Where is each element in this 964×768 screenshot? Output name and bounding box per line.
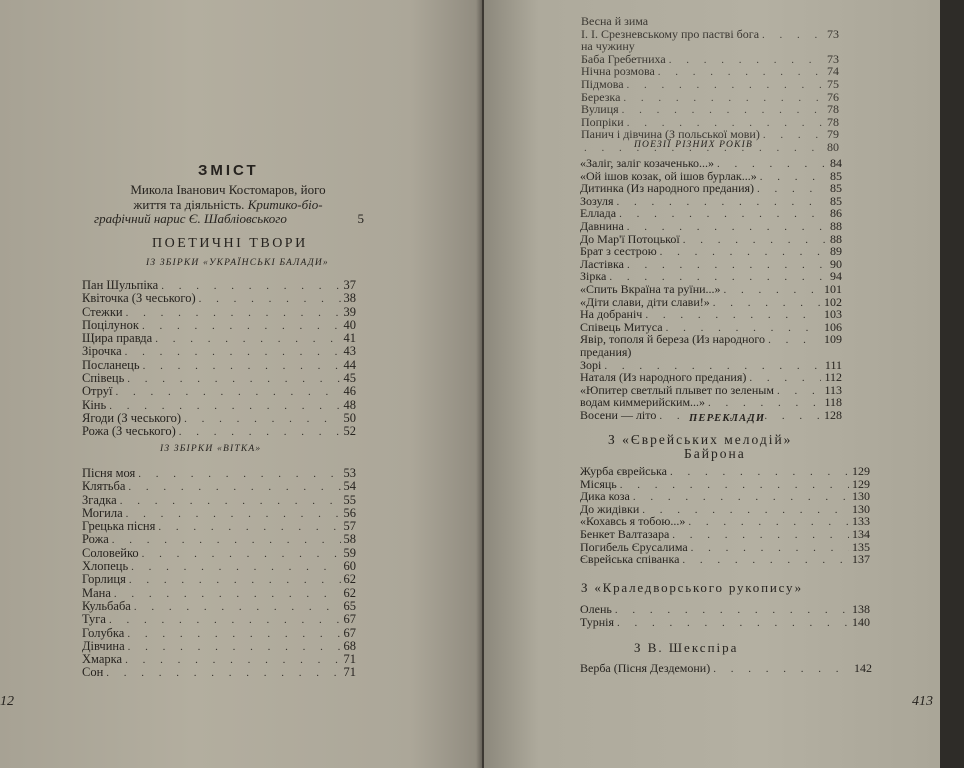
leader-dots: [777, 385, 822, 398]
toc-entry: [580, 157, 842, 170]
toc-entry-page: 65: [343, 598, 356, 613]
group-title-ukrainian-ballads: ІЗ ЗБІРКИ «УКРАЇНСЬКІ БАЛАДИ»: [146, 258, 329, 268]
toc-entry-page: 74: [827, 64, 839, 79]
intro-page-number: 5: [357, 211, 364, 226]
toc-entry-page: 78: [827, 114, 839, 129]
toc-entry: [580, 346, 842, 359]
toc-entry: [580, 182, 842, 195]
toc-entry: [581, 40, 839, 53]
toc-entry-page: 57: [343, 519, 356, 534]
toc-entry-page: 106: [824, 319, 842, 334]
toc-entry: [581, 78, 839, 91]
toc-entry-page: 129: [852, 464, 870, 478]
toc-entry-title: Співець: [82, 371, 125, 386]
leader-dots: [125, 654, 340, 667]
toc-entry: [580, 371, 842, 384]
toc-entry: [82, 372, 356, 385]
toc-entry-title: До жидівки: [580, 501, 640, 516]
toc-entry-page: 84: [830, 156, 842, 170]
toc-entry-title: Баба Гребетниха: [581, 51, 666, 66]
toc-entry: [82, 666, 356, 679]
page-number-left: 12: [0, 694, 14, 709]
intro-line-2: життя та діяльність. Критико-біо-: [133, 196, 323, 212]
toc-entry-title: Підмова: [581, 76, 624, 91]
toc-list-various-years: [580, 157, 842, 421]
leader-dots: [672, 529, 849, 542]
toc-entry: [82, 306, 356, 319]
toc-entry-page: 73: [827, 51, 839, 66]
toc-entry-title: Грецька пісня: [82, 519, 156, 534]
leader-dots: [760, 171, 827, 184]
leader-dots: [142, 548, 341, 561]
byron-title-line-2: Байрона: [684, 446, 746, 461]
toc-entry-page: 113: [824, 382, 842, 397]
toc-entry-page: 46: [343, 384, 356, 399]
toc-entry: [580, 490, 870, 503]
intro-line-3: графічний нарис Є. Шабліовського: [94, 211, 287, 226]
toc-entry-title: Зірочка: [82, 344, 122, 359]
leader-dots: [623, 92, 824, 105]
leader-dots: [713, 663, 851, 676]
intro-line-1: Микола Іванович Костомаров, його: [130, 182, 326, 197]
toc-entry-page: 85: [830, 193, 842, 208]
group-title-various-years: ПОЕЗІЇ РІЗНИХ РОКІВ: [634, 140, 753, 150]
toc-entry-title: Зірка: [580, 269, 607, 284]
toc-entry-page: 130: [852, 489, 870, 504]
toc-entry-page: 50: [343, 410, 356, 425]
leader-dots: [688, 516, 849, 529]
leader-dots: [645, 309, 821, 322]
toc-entry-title: Соловейко: [82, 545, 139, 560]
toc-entry-page: 90: [830, 256, 842, 271]
toc-entry: [580, 220, 842, 233]
toc-entry: [82, 359, 356, 372]
toc-list-ukrainian-ballads: [82, 279, 356, 439]
toc-entry: [82, 332, 356, 345]
intro-entry: [92, 183, 364, 227]
toc-entry-title: Ягоди (З чеського): [82, 410, 182, 425]
toc-entry-title: Стежки: [82, 304, 123, 319]
toc-entry: [580, 553, 870, 566]
leader-dots: [143, 360, 341, 373]
byron-title-line-1: З «Єврейських мелодій»: [608, 432, 793, 447]
toc-list-kraledvor: [580, 603, 870, 628]
toc-entry-title: Посланець: [82, 357, 140, 372]
leader-dots: [184, 413, 340, 426]
leader-dots: [127, 373, 340, 386]
toc-entry-title: Дика коза: [580, 489, 630, 504]
toc-entry: [82, 412, 356, 425]
toc-entry-page: 43: [343, 344, 356, 359]
contents-title: ЗМІСТ: [198, 162, 259, 179]
toc-entry-page: 71: [343, 652, 356, 667]
toc-entry-page: 62: [343, 585, 356, 600]
group-title-vitka: ІЗ ЗБІРКИ «ВІТКА»: [160, 444, 262, 454]
toc-entry-title: Єврейська співанка: [580, 552, 680, 567]
toc-entry-title: Співець Митуса: [580, 319, 663, 334]
kraledvor-title: З «Краледворського рукопису»: [581, 580, 803, 595]
toc-entry-title: на чужину: [581, 39, 635, 54]
leader-dots: [633, 491, 849, 504]
toc-entry: [82, 507, 356, 520]
toc-entry-page: 60: [343, 559, 356, 574]
toc-entry-page: 40: [343, 317, 356, 332]
toc-entry-title: Щира правда: [82, 331, 153, 346]
toc-entry-title: Ластівка: [580, 256, 625, 271]
toc-entry-title: На добраніч: [580, 307, 643, 322]
toc-entry: [82, 560, 356, 573]
toc-entry-page: 135: [852, 539, 870, 554]
leader-dots: [622, 104, 824, 117]
toc-entry-title: До Мар'ї Потоцької: [580, 231, 680, 246]
toc-entry-page: 86: [830, 206, 842, 221]
toc-entry-title: «Діти слави, діти слави!»: [580, 294, 710, 309]
toc-entry-page: 118: [824, 395, 842, 410]
toc-entry: [82, 600, 356, 613]
leader-dots: [142, 320, 341, 333]
toc-entry-page: 88: [830, 218, 842, 233]
toc-entry: [581, 103, 839, 116]
toc-entry-title: Восени — літо: [580, 407, 657, 422]
toc-entry-title: Журба єврейська: [580, 464, 667, 478]
toc-entry-title: Згадка: [82, 492, 117, 507]
toc-entry-page: 48: [343, 397, 356, 412]
leader-dots: [115, 386, 340, 399]
toc-entry: [82, 573, 356, 586]
toc-entry-title: Туга: [82, 612, 106, 627]
toc-entry: [580, 245, 842, 258]
toc-entry: [580, 616, 870, 629]
leader-dots: [114, 588, 341, 601]
toc-entry-page: 62: [343, 572, 356, 587]
toc-entry-page: 55: [343, 492, 356, 507]
leader-dots: [179, 426, 341, 439]
toc-entry-page: 112: [824, 370, 842, 385]
toc-entry-title: Пісня моя: [82, 466, 136, 480]
leader-dots: [757, 183, 827, 196]
toc-entry: [581, 15, 839, 28]
toc-entry-page: 85: [830, 181, 842, 196]
toc-entry-page: 130: [852, 501, 870, 516]
toc-entry-page: 133: [852, 514, 870, 529]
toc-entry-page: 73: [827, 26, 839, 41]
toc-entry-page: 54: [343, 479, 356, 494]
leader-dots: [131, 561, 340, 574]
toc-entry-title: «Кохавсь я тобою...»: [580, 514, 686, 529]
toc-entry-title: водам киммерийским...»: [580, 395, 706, 410]
toc-entry-page: 128: [824, 407, 842, 422]
section-title-poetic-works: ПОЕТИЧНІ ТВОРИ: [152, 236, 308, 251]
shakespeare-title: З В. Шекспіра: [634, 640, 739, 655]
toc-entry-title: Давнина: [580, 218, 624, 233]
toc-entry-page: 79: [827, 127, 839, 142]
toc-entry-title: Дівчина: [82, 638, 125, 653]
toc-entry-title: Мана: [82, 585, 111, 600]
toc-entry-page: 67: [343, 625, 356, 640]
right-page: [484, 0, 940, 768]
leader-dots: [120, 495, 341, 508]
toc-list-vitka: [82, 467, 356, 680]
toc-entry-title: І. І. Срезневському про пастві бога: [581, 26, 760, 41]
toc-entry: [580, 283, 842, 296]
toc-entry: [580, 195, 842, 208]
leader-dots: [708, 397, 821, 410]
toc-entry-page: 38: [343, 291, 356, 306]
toc-entry-title: Панич і дівчина (З польської мови): [581, 127, 760, 142]
leader-dots: [619, 208, 827, 221]
leader-dots: [660, 246, 827, 259]
toc-entry-page: 58: [343, 532, 356, 547]
toc-entry: [581, 91, 839, 104]
toc-entry-page: 102: [824, 294, 842, 309]
toc-entry-page: 67: [343, 612, 356, 627]
toc-entry-title: «Заліг, заліг козаченько...»: [580, 156, 715, 170]
toc-entry-title: Кульбаба: [82, 598, 131, 613]
toc-entry-page: 71: [343, 665, 356, 680]
toc-entry-title: Олень: [580, 602, 612, 616]
toc-entry: [82, 533, 356, 546]
toc-entry-title: Вулиця: [581, 102, 619, 117]
toc-entry-title: Горлиця: [82, 572, 126, 587]
toc-entry-title: Еллада: [580, 206, 617, 221]
toc-entry-page: 109: [824, 332, 842, 347]
toc-entry-title: Погибель Єрусалима: [580, 539, 688, 554]
toc-entry-page: 78: [827, 102, 839, 117]
toc-entry-title: «Ой ішов козак, ой ішов бурлак...»: [580, 168, 757, 183]
toc-entry-title: Турнія: [580, 614, 615, 629]
toc-entry-title: Бенкет Валтазара: [580, 526, 670, 541]
toc-entry-page: 45: [343, 371, 356, 386]
toc-entry-title: Явір, тополя й береза (Из народного: [580, 332, 766, 347]
toc-entry: [580, 258, 842, 271]
toc-entry-title: Поцілунок: [82, 317, 139, 332]
toc-entry-page: 76: [827, 89, 839, 104]
toc-entry-page: 59: [343, 545, 356, 560]
leader-dots: [617, 617, 849, 630]
toc-entry: [580, 308, 842, 321]
toc-entry: [82, 640, 356, 653]
toc-entry-page: 41: [343, 331, 356, 346]
leader-dots: [125, 346, 341, 359]
toc-entry: [82, 627, 356, 640]
toc-entry-title: Отруї: [82, 384, 113, 399]
toc-entry-page: 80: [827, 139, 839, 154]
toc-list-byron: [580, 465, 870, 566]
leader-dots: [158, 521, 340, 534]
leader-dots: [128, 641, 341, 654]
leader-dots: [106, 667, 340, 680]
toc-entry-page: 138: [852, 602, 870, 616]
toc-entry-title: Пан Шульпіка: [82, 278, 159, 292]
toc-entry-title: Квіточка (З чеського): [82, 291, 196, 306]
toc-entry: [82, 520, 356, 533]
leader-dots: [682, 554, 849, 567]
toc-entry: [82, 399, 356, 412]
toc-entry-title: Клятьба: [82, 479, 126, 494]
toc-entry: [580, 528, 870, 541]
toc-entry: [82, 494, 356, 507]
leader-dots: [155, 333, 340, 346]
translations-title: ПЕРЕКЛАДИ: [689, 413, 766, 424]
leader-dots: [763, 129, 824, 142]
leader-dots: [691, 542, 849, 555]
leader-dots: [620, 479, 849, 492]
background-edge: [940, 0, 964, 768]
leader-dots: [109, 614, 341, 627]
toc-entry-page: 142: [854, 661, 872, 675]
toc-entry-title: Весна й зима: [581, 14, 649, 28]
toc-entry-page: 94: [830, 269, 842, 284]
toc-entry-page: 75: [827, 76, 839, 91]
toc-entry-title: Місяць: [580, 476, 617, 491]
leader-dots: [762, 29, 824, 42]
intro-line-2-italic: Критико-біо-: [247, 196, 323, 212]
leader-dots: [128, 481, 340, 494]
leader-dots: [683, 234, 827, 247]
toc-entry-title: Кінь: [82, 397, 107, 412]
toc-entry-page: 53: [343, 466, 356, 480]
toc-entry-page: 56: [343, 505, 356, 520]
leader-dots: [134, 601, 341, 614]
leader-dots: [669, 54, 824, 67]
toc-entry: [580, 465, 870, 478]
toc-entry: [82, 480, 356, 493]
leader-dots: [670, 466, 849, 479]
toc-entry-page: 39: [343, 304, 356, 319]
toc-entry: [82, 385, 356, 398]
leader-dots: [138, 468, 340, 481]
toc-entry-title: Сон: [82, 665, 104, 680]
toc-entry-title: Нічна розмова: [581, 64, 655, 79]
leader-dots: [627, 259, 827, 272]
toc-entry: [82, 279, 356, 292]
toc-entry: [82, 319, 356, 332]
leader-dots: [126, 508, 341, 521]
leader-dots: [199, 293, 341, 306]
toc-list-shakespeare: [580, 662, 872, 675]
toc-entry-title: Березка: [581, 89, 621, 104]
toc-entry: [82, 613, 356, 626]
toc-entry: [580, 396, 842, 409]
toc-entry-page: 129: [852, 476, 870, 491]
toc-entry: [580, 603, 870, 616]
toc-entry-page: 44: [343, 357, 356, 372]
leader-dots: [127, 628, 340, 641]
toc-entry-title: Зорі: [580, 357, 602, 372]
leader-dots: [126, 307, 341, 320]
leader-dots: [724, 284, 821, 297]
toc-entry-page: 89: [830, 244, 842, 259]
toc-entry-title: «Юпитер светлый плывет по зеленым: [580, 382, 774, 397]
toc-entry-title: Хмарка: [82, 652, 123, 667]
toc-entry-page: 52: [343, 424, 356, 439]
toc-entry-title: Зозуля: [580, 193, 614, 208]
leader-dots: [615, 604, 849, 617]
toc-entry-page: 137: [852, 552, 870, 567]
toc-entry: [82, 547, 356, 560]
toc-entry-title: Рожа: [82, 532, 109, 547]
leader-dots: [616, 196, 827, 209]
toc-entry-page: 140: [852, 614, 870, 629]
leader-dots: [713, 297, 821, 310]
toc-entry: [82, 653, 356, 666]
leader-dots: [627, 79, 824, 92]
toc-entry: [580, 662, 872, 675]
toc-entry-page: 85: [830, 168, 842, 183]
toc-entry: [82, 425, 356, 438]
leader-dots: [129, 574, 341, 587]
toc-entry-title: Рожа (З чеського): [82, 424, 176, 439]
toc-entry-title: Попріки: [581, 114, 624, 129]
toc-entry-title: Верба (Пісня Дездемони): [580, 661, 711, 675]
toc-entry-title: Дитинка (Из народного предания): [580, 181, 755, 196]
leader-dots: [768, 334, 821, 347]
toc-entry-title: Голубка: [82, 625, 125, 640]
toc-entry-title: Хлопець: [82, 559, 129, 574]
toc-entry-title: Брат з сестрою: [580, 244, 657, 259]
toc-entry-page: 134: [852, 526, 870, 541]
toc-entry-page: 68: [343, 638, 356, 653]
toc-entry-page: 101: [824, 281, 842, 296]
toc-entry-page: 88: [830, 231, 842, 246]
toc-entry: [82, 292, 356, 305]
toc-entry: [82, 345, 356, 358]
toc-entry-title: предания): [580, 344, 632, 359]
leader-dots: [658, 66, 824, 79]
toc-entry-title: Могила: [82, 505, 123, 520]
page-number-right: 413: [912, 694, 933, 709]
toc-entry-title: «Спить Вкраїна та руїни...»: [580, 281, 721, 296]
leader-dots: [112, 534, 341, 547]
toc-entry-title: Наталя (Из народного предания): [580, 370, 747, 385]
toc-entry-page: 37: [343, 278, 356, 292]
toc-entry: [82, 587, 356, 600]
toc-entry-page: 111: [824, 357, 842, 372]
toc-list-top: [581, 15, 839, 154]
toc-entry-page: 103: [824, 307, 842, 322]
toc-entry: [82, 467, 356, 480]
